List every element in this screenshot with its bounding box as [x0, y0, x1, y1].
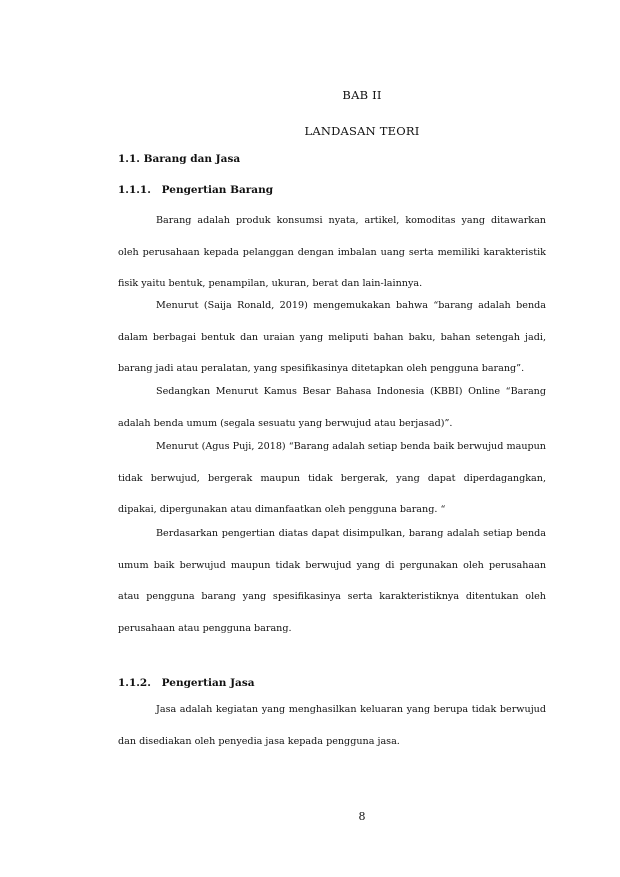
paragraph-agus-puji: Menurut (Agus Puji, 2018) “Barang adalah setiap benda baik berwujud maupun tidak berwujud, bergerak maupun tidak bergerak, yang dapat diperdagangkan, dipakai, dipergunakan atau dimanfaatkan oleh pengguna barang. “ — [118, 441, 546, 515]
paragraph-jasa-definition: Jasa adalah kegiatan yang menghasilkan keluaran yang berupa tidak berwujud dan disediakan oleh penyedia jasa kepada pengguna jasa. — [118, 704, 546, 747]
paragraph-kbbi: Sedangkan Menurut Kamus Besar Bahasa Indonesia (KBBI) Online “Barang adalah benda umum (segala sesuatu yang berwujud atau berjasad)”. — [118, 386, 546, 429]
paragraph-saija-ronald: Menurut (Saija Ronald, 2019) mengemukakan bahwa “barang adalah benda dalam berbagai bentuk dan uraian yang meliputi bahan baku, bahan setengah jadi, barang jadi atau peralatan, yang spesifikasinya ditetapkan oleh pengguna barang”. — [118, 300, 546, 374]
section-title: Barang dan Jasa — [143, 153, 241, 165]
chapter-label: BAB II — [342, 88, 382, 102]
section-number: 1.1.2. — [118, 677, 151, 689]
section-title: Pengertian Barang — [161, 184, 274, 196]
chapter-title: LANDASAN TEORI — [304, 124, 420, 138]
section-number: 1.1.1. — [118, 184, 151, 196]
section-heading-1-1-1 — [118, 184, 273, 196]
section-heading-1-1-2 — [118, 677, 255, 689]
section-title: Pengertian Jasa — [161, 677, 255, 689]
section-heading-1-1 — [118, 153, 240, 165]
paragraph-barang-definition: Barang adalah produk konsumsi nyata, artikel, komoditas yang ditawarkan oleh perusahaan kepada pelanggan dengan imbalan uang serta memiliki karakteristik fisik yaitu bentuk, penampilan, ukuran, berat dan lain-lainnya. — [118, 215, 546, 289]
section-number: 1.1. — [118, 153, 140, 165]
page-number: 8 — [358, 810, 366, 823]
paragraph-conclusion: Berdasarkan pengertian diatas dapat disimpulkan, barang adalah setiap benda umum baik berwujud maupun tidak berwujud yang di pergunakan oleh perusahaan atau pengguna barang yang spesifikasinya serta karakteristiknya ditentukan oleh perusahaan atau pengguna barang. — [118, 528, 546, 634]
